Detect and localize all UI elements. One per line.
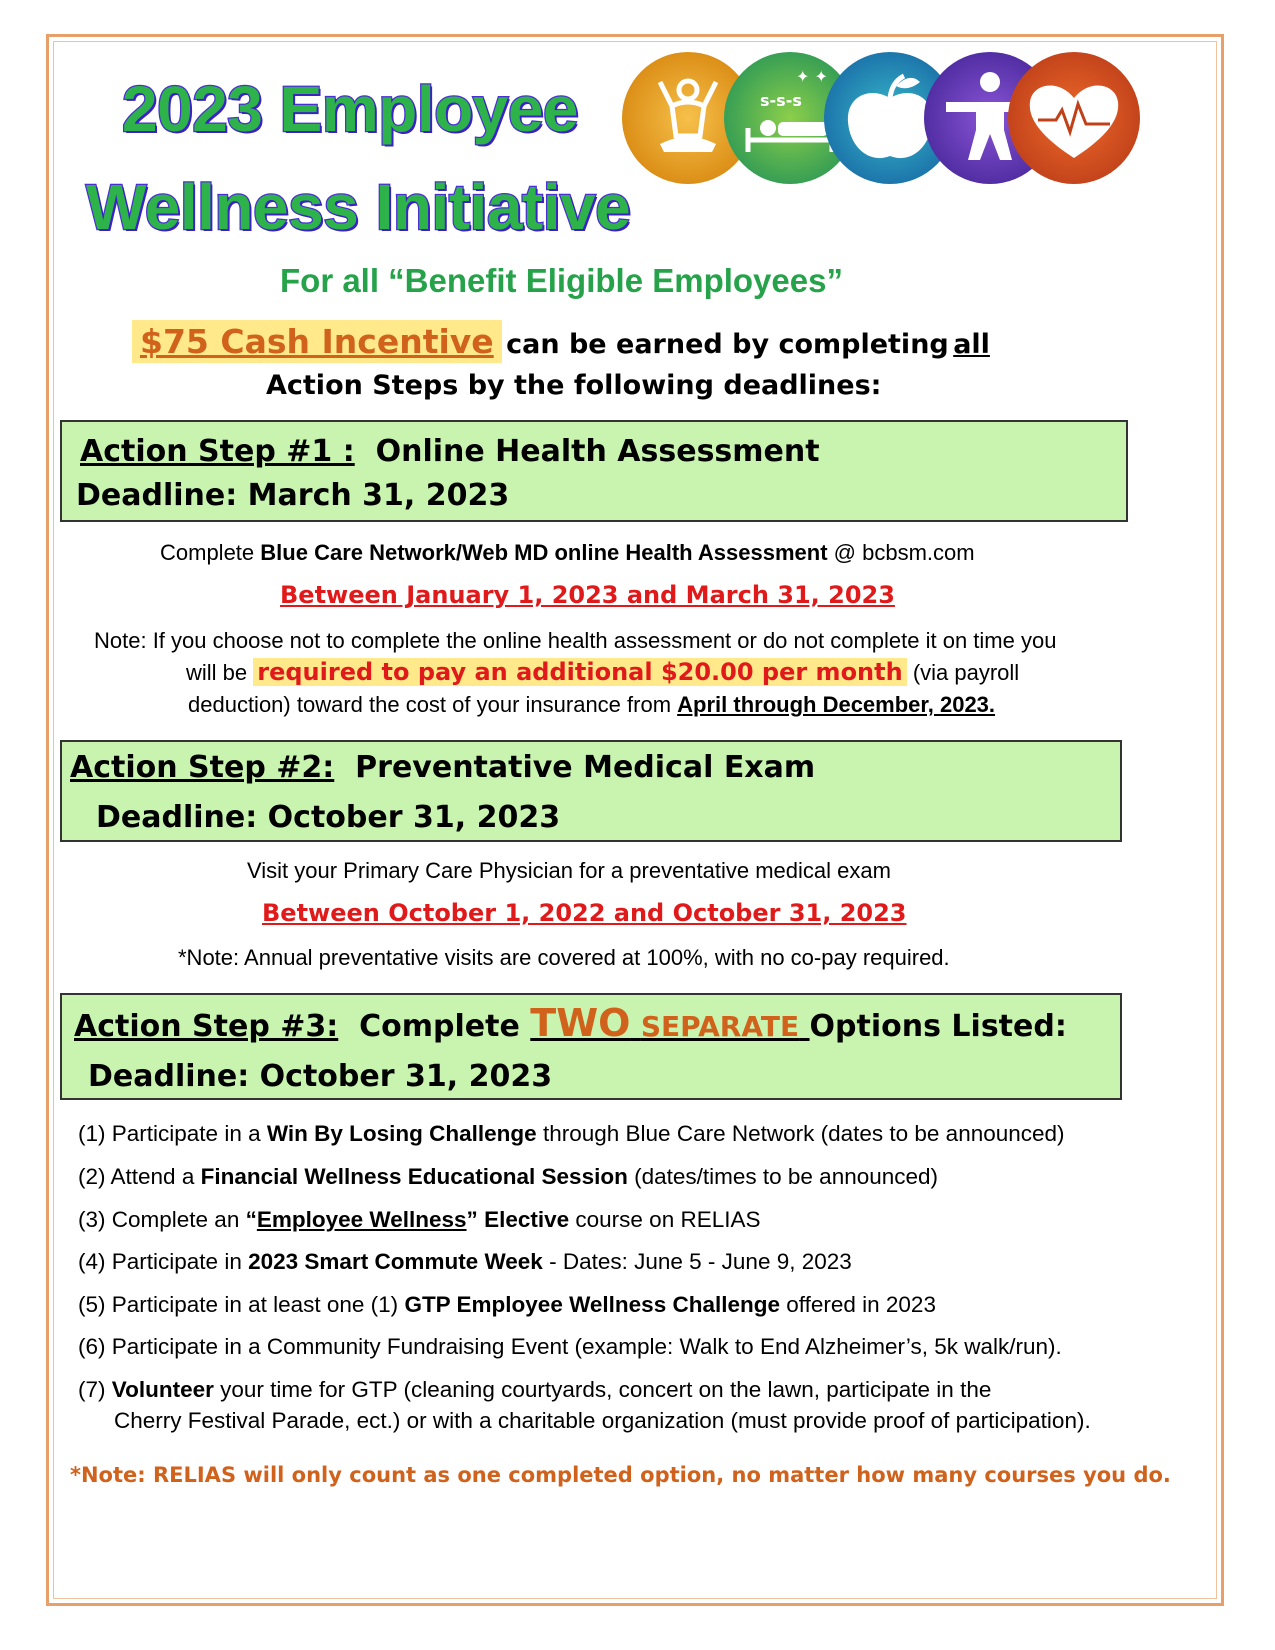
step-1-penalty-highlight: required to pay an additional $20.00 per month	[253, 658, 906, 686]
action-step-1-label: Action Step #1 :	[80, 434, 355, 469]
option-5	[78, 1292, 936, 1318]
option-7	[78, 1377, 991, 1403]
step-1-penalty-period: April through December, 2023.	[677, 692, 996, 717]
option-text: through Blue Care Network (dates to be announced)	[542, 1121, 1065, 1146]
action-step-3-title-pre: Complete	[359, 1009, 520, 1044]
option-text: offered in 2023	[786, 1292, 936, 1317]
incentive-text: can be earned by completing	[506, 329, 949, 360]
title-line-2: Wellness Initiative	[86, 171, 631, 243]
step-1-desc-post: @ bcbsm.com	[833, 540, 975, 565]
option-4	[78, 1249, 852, 1275]
option-text: Participate in at least one (1)	[111, 1292, 399, 1317]
action-step-3-deadline: Deadline: October 31, 2023	[88, 1059, 553, 1094]
option-text: your time for GTP (cleaning courtyards, concert on the lawn, participate in the	[220, 1377, 992, 1402]
step-1-note-pre: will be	[186, 660, 248, 685]
option-bold: Financial Wellness Educational Session	[200, 1164, 628, 1189]
option-text: Complete an	[111, 1207, 240, 1232]
cash-incentive-highlight: $75 Cash Incentive	[132, 320, 502, 363]
step-1-note-line-3-pre: deduction) toward the cost of your insurance from	[188, 692, 672, 717]
option-1	[78, 1121, 1065, 1147]
option-number: (3)	[78, 1207, 106, 1232]
action-step-2-box	[60, 740, 1122, 842]
option-text: - Dates: June 5 - June 9, 2023	[549, 1249, 852, 1274]
two-word: TWO	[530, 1001, 631, 1045]
option-bold: Volunteer	[111, 1377, 214, 1402]
option-number: (2)	[78, 1164, 106, 1189]
action-step-3-label: Action Step #3:	[74, 1009, 339, 1044]
title-line-1: 2023 Employee	[122, 73, 578, 145]
action-step-2-deadline: Deadline: October 31, 2023	[96, 800, 561, 835]
option-number: (5)	[78, 1292, 106, 1317]
option-3: (3) Complete an “Employee Wellness” Elective course on RELIAS	[78, 1207, 761, 1232]
incentive-line	[132, 322, 990, 361]
step-2-description: Visit your Primary Care Physician for a preventative medical exam	[247, 858, 891, 883]
step-1-note-line-1: Note: If you choose not to complete the online health assessment or do not complete it on time you	[94, 628, 1057, 653]
step-1-window: Between January 1, 2023 and March 31, 2023	[280, 581, 895, 609]
option-bold: GTP Employee Wellness Challenge	[404, 1292, 780, 1317]
step-1-description	[160, 540, 975, 566]
step-1-desc-pre: Complete	[160, 540, 255, 565]
separate-word: SEPARATE	[640, 1010, 800, 1043]
option-text: course on RELIAS	[575, 1207, 761, 1232]
incentive-all: all	[953, 329, 990, 360]
step-2-window: Between October 1, 2022 and October 31, 2023	[262, 899, 907, 927]
svg-text:s-s-s: s-s-s	[760, 91, 802, 110]
option-7-line-2: Cherry Festival Parade, ect.) or with a charitable organization (must provide proof of participation).	[114, 1408, 1091, 1433]
option-number: (7)	[78, 1377, 106, 1402]
heart-icon	[1008, 52, 1140, 184]
step-1-desc-bold: Blue Care Network/Web MD online Health Assessment	[260, 540, 828, 565]
action-step-2-title: Preventative Medical Exam	[355, 750, 816, 785]
option-text: Participate in	[111, 1249, 242, 1274]
action-step-1-heading-line	[80, 434, 820, 469]
option-6	[78, 1334, 1062, 1360]
option-number: (6)	[78, 1334, 106, 1359]
subtitle: For all “Benefit Eligible Employees”	[280, 262, 843, 299]
option-text: Participate in a Community Fundraising Event (example: Walk to End Alzheimer’s, 5k walk/run).	[111, 1334, 1062, 1359]
option-text: (dates/times to be announced)	[634, 1164, 939, 1189]
action-step-3-box	[60, 993, 1122, 1100]
option-bold: Elective	[484, 1207, 570, 1232]
wellness-icons-banner	[620, 48, 1140, 188]
action-step-1-deadline: Deadline: March 31, 2023	[76, 478, 510, 513]
step-1-note-line-3	[188, 692, 995, 718]
action-step-1-box	[60, 420, 1128, 522]
step-1-note-post: (via payroll	[912, 660, 1020, 685]
option-text: Attend a	[110, 1164, 195, 1189]
option-2	[78, 1164, 938, 1190]
step-2-note: *Note: Annual preventative visits are covered at 100%, with no co-pay required.	[178, 945, 950, 970]
action-step-3-title-post: Options Listed:	[809, 1009, 1067, 1044]
action-step-2-label: Action Step #2:	[70, 750, 335, 785]
option-text: Participate in a	[111, 1121, 261, 1146]
action-step-1-title: Online Health Assessment	[375, 434, 820, 469]
option-bold-underlined: Employee Wellness	[256, 1207, 467, 1232]
option-bold: Win By Losing Challenge	[266, 1121, 537, 1146]
option-number: (4)	[78, 1249, 106, 1274]
option-bold: 2023 Smart Commute Week	[248, 1249, 543, 1274]
action-step-3-heading-line	[74, 1001, 1067, 1045]
svg-text:✦ ✦: ✦ ✦	[796, 67, 828, 86]
incentive-line-2: Action Steps by the following deadlines:	[266, 370, 882, 401]
relias-note: *Note: RELIAS will only count as one completed option, no matter how many courses you do.	[70, 1463, 1171, 1487]
action-step-2-heading-line	[70, 750, 815, 785]
option-number: (1)	[78, 1121, 106, 1146]
two-separate-emphasis	[530, 1001, 809, 1045]
step-1-note-line-2	[186, 658, 1019, 686]
